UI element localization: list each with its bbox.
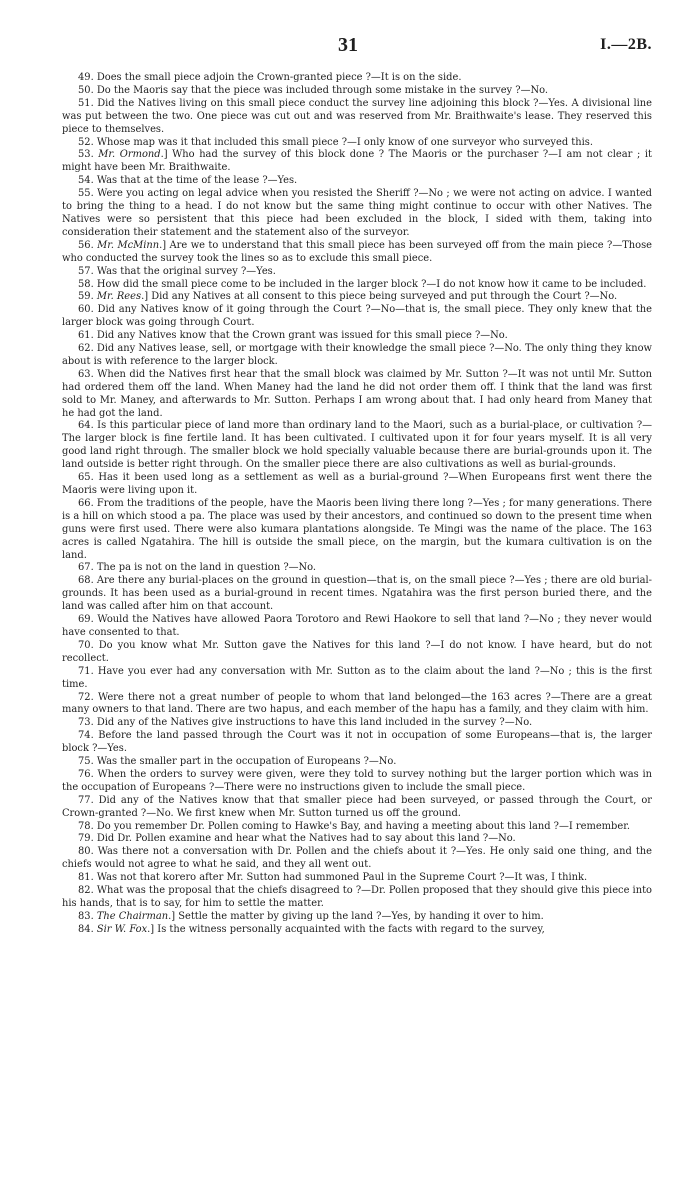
testimony-paragraph: 75. Was the smaller part in the occupation of Europeans ?—No.: [78, 756, 397, 768]
testimony-paragraph: 62. Did any Natives lease, sell, or mortgage with their knowledge the small piece ?—No. The only thing they know about is with reference to the larger block.: [62, 343, 652, 367]
testimony-paragraph: 80. Was there not a conversation with Dr. Pollen and the chiefs about it ?—Yes. He only said one thing, and the chiefs would not agree to what he said, and they all went out.: [62, 846, 652, 871]
testimony-paragraph: 59. Mr. Rees.] Did any Natives at all consent to this piece being surveyed and put through the Court ?—No.: [78, 291, 618, 303]
testimony-paragraph: 77. Did any of the Natives know that that smaller piece had been surveyed, or passed through the Court, or Crown-granted ?—No. We first knew when Mr. Sutton turned us off the ground.: [62, 794, 652, 819]
testimony-paragraph: 66. From the traditions of the people, have the Maoris been living there long ?—Yes ; for many generations. There is a hill on which stood a pa. The place was used by their ancestors, and continued so down to the present time when guns were first used. There were also kumara plantations alongside. Te Mingi was the name of the place. The 163 acres is called Ngatahira. The hill is outside the small piece, on the margin, but the kumara cultivation is on the land.: [62, 497, 652, 561]
page-number: 31: [338, 34, 358, 56]
testimony-paragraph: 71. Have you ever had any conversation with Mr. Sutton as to the claim about the land ?—No ; this is the first time.: [62, 665, 652, 690]
testimony-paragraph: 72. Were there not a great number of people to whom that land belonged—the 163 acres ?—There are a great many owners to that land. There are two hapus, and each member of the hapu has a family, and they claim with him.: [62, 691, 652, 716]
testimony-paragraph: 81. Was not that korero after Mr. Sutton had summoned Paul in the Supreme Court ?—It was, I think.: [78, 872, 588, 884]
speaker-name: Mr. Rees: [96, 291, 142, 303]
testimony-paragraph: 70. Do you know what Mr. Sutton gave the Natives for this land ?—I do not know. I have heard, but do not recollect.: [62, 639, 652, 664]
testimony-paragraph: 49. Does the small piece adjoin the Crown-granted piece ?—It is on the side.: [78, 72, 462, 83]
testimony-paragraph: 57. Was that the original survey ?—Yes.: [78, 265, 276, 277]
testimony-paragraph: 74. Before the land passed through the Court was it not in occupation of some Europeans—that is, the larger block ?—Yes.: [62, 730, 652, 755]
testimony-paragraph: 84. Sir W. Fox.] Is the witness personally acquainted with the facts with regard to the survey,: [78, 923, 545, 935]
testimony-paragraph: 58. How did the small piece come to be included in the larger block ?—I do not know how it came to be included.: [78, 278, 647, 290]
testimony-paragraph: 50. Do the Maoris say that the piece was included through some mistake in the survey ?—No.: [78, 84, 548, 96]
speaker-name: Mr. McMinn: [97, 239, 160, 251]
page-header: [62, 34, 652, 60]
testimony-paragraph: 69. Would the Natives have allowed Paora Torotoro and Rewi Haokore to sell that land ?—No ; they never would have consented to that.: [62, 614, 652, 638]
speaker-name: The Chairman: [96, 910, 169, 922]
testimony-paragraph: 76. When the orders to survey were given, were they told to survey nothing but the larger portion which was in the occupation of Europeans ?—There were no instructions given to include the small piece.: [62, 768, 652, 793]
testimony-paragraph: 82. What was the proposal that the chiefs disagreed to ?—Dr. Pollen proposed that they should give this piece into his hands, that is to say, for him to settle the matter.: [62, 885, 652, 909]
testimony-paragraph: 83. The Chairman.] Settle the matter by giving up the land ?—Yes, by handing it over to him.: [78, 910, 544, 922]
testimony-paragraph: 73. Did any of the Natives give instructions to have this land included in the survey ?—No.: [78, 717, 533, 729]
speaker-name: Sir W. Fox: [96, 923, 148, 935]
speaker-name: Mr. Ormond: [98, 149, 161, 161]
testimony-paragraph: 68. Are there any burial-places on the ground in question—that is, on the small piece ?—Yes ; there are old burial-grounds. It has been used as a burial-ground in recent times. Ngatahira was the first person buried there, and the land was called after him on that account.: [62, 575, 652, 613]
testimony-paragraph: 63. When did the Natives first hear that the small block was claimed by Mr. Sutton ?—It was not until Mr. Sutton had ordered them off the land. When Maney had the land he did not order them off. I think that the land was first sold to Mr. Maney, and afterwards to Mr. Sutton. Perhaps I am wrong about that. I had only heard from Maney that he had got the land.: [62, 368, 652, 419]
testimony-paragraph: 54. Was that at the time of the lease ?—Yes.: [78, 175, 298, 187]
testimony-body: [62, 72, 652, 937]
testimony-paragraph: 65. Has it been used long as a settlement as well as a burial-ground ?—When Europeans first went there the Maoris were living upon it.: [62, 472, 652, 496]
testimony-paragraph: 79. Did Dr. Pollen examine and hear what the Natives had to say about this land ?—No.: [78, 833, 516, 845]
testimony-paragraph: 55. Were you acting on legal advice when you resisted the Sheriff ?—No ; we were not acting on advice. I wanted to bring the thing to a head. I do not know but the same thing might continue to occur with other Natives. The Natives were so persistent that this piece had been excluded in the block, I sided with them, taking into consideration their statement and the statement also of the surveyor.: [62, 188, 652, 238]
testimony-paragraph: 78. Do you remember Dr. Pollen coming to Hawke's Bay, and having a meeting about this land ?—I remember.: [78, 820, 630, 832]
testimony-paragraph: 51. Did the Natives living on this small piece conduct the survey line adjoining this block ?—Yes. A divisional line was put between the two. One piece was cut out and was reserved from Mr. Braithwaite's lease. They reserved this piece to themselves.: [62, 97, 652, 135]
paper-reference: I.—2B.: [600, 36, 652, 53]
testimony-paragraph: 67. The pa is not on the land in question ?—No.: [78, 562, 317, 574]
testimony-paragraph: 53. Mr. Ormond.] Who had the survey of this block done ? The Maoris or the purchaser ?—I am not clear ; it might have been Mr. Braithwaite.: [62, 149, 652, 174]
testimony-paragraph: 61. Did any Natives know that the Crown grant was issued for this small piece ?—No.: [78, 330, 508, 342]
testimony-paragraph: 52. Whose map was it that included this small piece ?—I only know of one surveyor who surveyed this.: [78, 136, 593, 148]
testimony-paragraph: 56. Mr. McMinn.] Are we to understand that this small piece has been surveyed off from the main piece ?—Those who conducted the survey took the lines so as to exclude this small piece.: [62, 239, 653, 264]
testimony-paragraph: 64. Is this particular piece of land more than ordinary land to the Maori, such as a burial-place, or cultivation ?—The larger block is fine fertile land. It has been cultivated. I cultivated upon it for four years myself. It is all very good land right through. The smaller block we hold specially valuable because there are burial-grounds upon it. The land outside is better right through. On the smaller piece there are also cultivations as well as burial-grounds.: [62, 420, 652, 471]
testimony-paragraph: 60. Did any Natives know of it going through the Court ?—No—that is, the small piece. They only knew that the larger block was going through Court.: [62, 304, 652, 329]
